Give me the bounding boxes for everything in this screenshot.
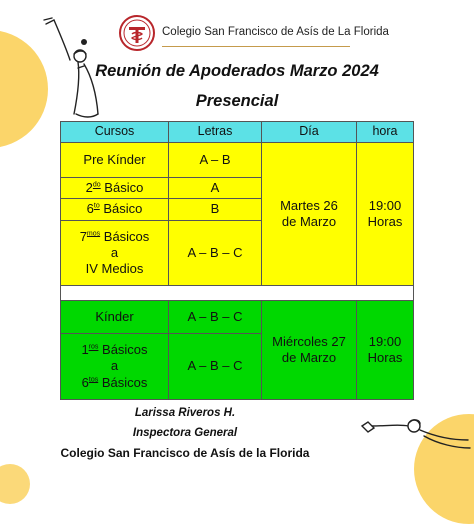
curso-6to-basico: $6^{to}$ Básico [60, 198, 169, 221]
school-logo-icon [118, 14, 156, 52]
letras-pre-kinder: A – B [168, 142, 262, 178]
curso-kinder: Kínder [60, 300, 169, 334]
page-subtitle: Presencial [195, 92, 279, 110]
header-divider [162, 46, 350, 47]
dia-group-1: Martes 26 de Marzo [261, 142, 357, 286]
curso-2do-basico: $2^{do}$ Básico [60, 177, 169, 199]
signature-name: Larissa Riveros H. [134, 407, 236, 419]
decorative-yellow-circle [0, 464, 30, 504]
page-title: Reunión de Apoderados Marzo 2024 [95, 62, 379, 80]
curso-7mos-a-iv-medios: $7^{mos}$ Básicos a IV Medios [60, 220, 169, 286]
letras-6to-basico: B [168, 198, 262, 221]
person-illustration-right [356, 396, 474, 474]
hora-group-2: 19:00 Horas [356, 300, 414, 400]
column-header-dia: Día [261, 121, 357, 143]
column-header-hora: hora [356, 121, 414, 143]
table-spacer-row [60, 285, 414, 301]
letras-2do-basico: A [168, 177, 262, 199]
letras-1ros-a-6tos-basicos: A – B – C [168, 333, 262, 400]
hora-group-1: 19:00 Horas [356, 142, 414, 286]
curso-pre-kinder: Pre Kínder [60, 142, 169, 178]
school-name: Colegio San Francisco de Asís de La Florida [162, 26, 389, 38]
signature-school: Colegio San Francisco de Asís de la Florida [60, 446, 310, 460]
column-header-cursos: Cursos [60, 121, 169, 143]
signature-role: Inspectora General [132, 427, 238, 439]
school-header [118, 14, 389, 54]
letras-7mos-a-iv-medios: A – B – C [168, 220, 262, 286]
curso-1ros-a-6tos-basicos: $1^{ros}$ Básicos a $6^{tos}$ Básicos [60, 333, 169, 400]
letras-kinder: A – B – C [168, 300, 262, 334]
dia-group-2: Miércoles 27 de Marzo [261, 300, 357, 400]
column-header-letras: Letras [168, 121, 262, 143]
